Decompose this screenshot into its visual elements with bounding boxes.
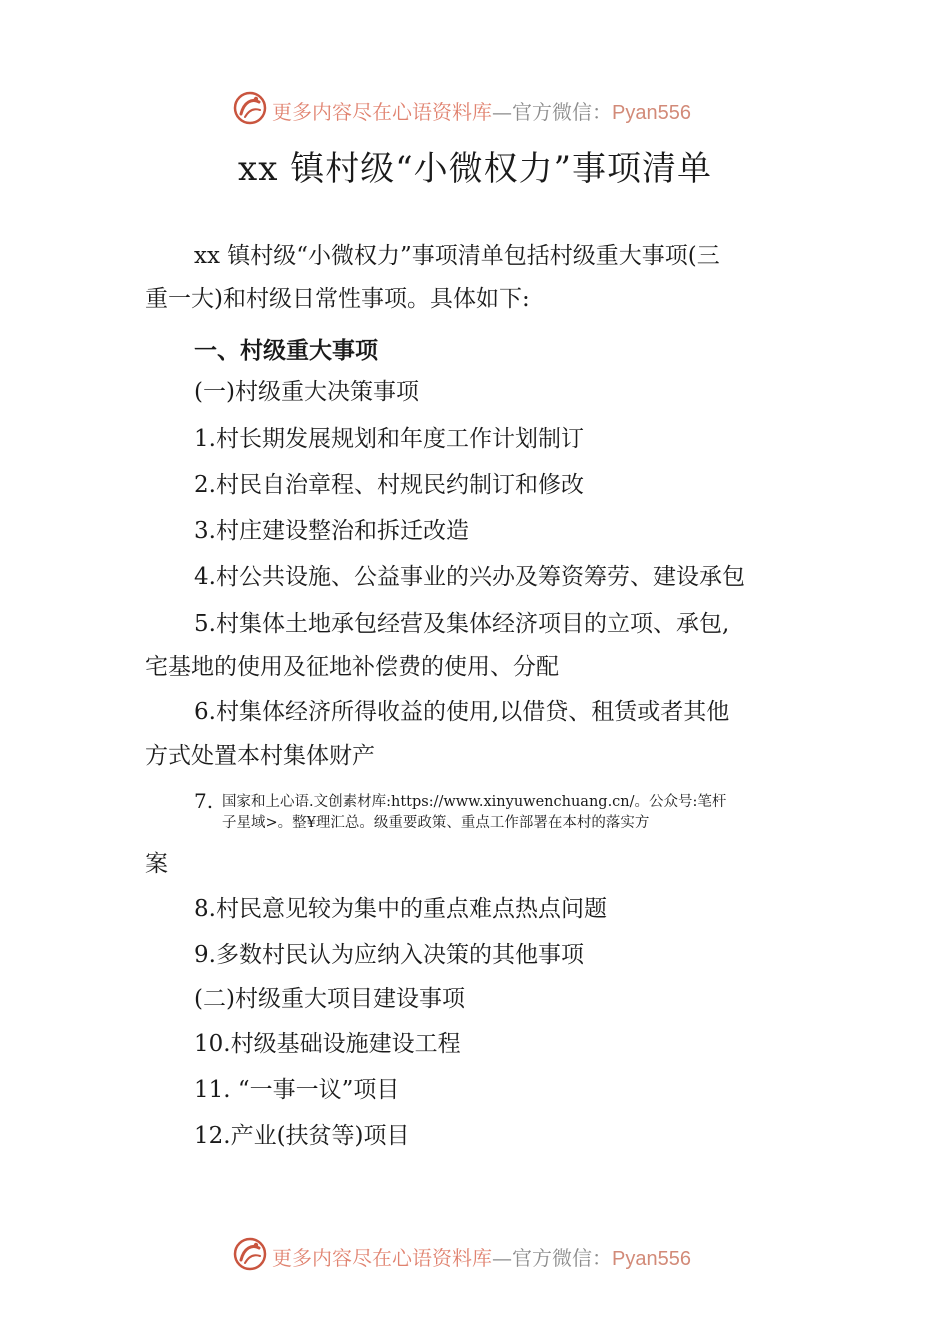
intro-line-1: xx 镇村级“小微权力”事项清单包括村级重大事项(三: [194, 243, 720, 269]
banner-wechat-id: Pyan556: [612, 102, 691, 124]
banner-wechat-label: —官方微信：: [492, 100, 612, 124]
list-item-12: 12.产业(扶贫等)项目: [194, 1123, 410, 1149]
list-item-11: 11. “一事一议”项目: [194, 1077, 400, 1103]
banner-wechat-label: —官方微信：: [492, 1246, 612, 1270]
list-item-6-line-1: 6.村集体经济所得收益的使用,以借贷、租赁或者其他: [194, 699, 730, 725]
list-item-1: 1.村长期发展规划和年度工作计划制订: [194, 426, 584, 452]
list-item-6-line-2: 方式处置本村集体财产: [145, 743, 375, 769]
list-item-8: 8.村民意见较为集中的重点难点热点问题: [194, 896, 607, 922]
page-title: xx 镇村级“小微权力”事项清单: [238, 149, 712, 189]
list-item-3: 3.村庄建设整治和拆迁改造: [194, 518, 469, 544]
list-item-10: 10.村级基础设施建设工程: [194, 1031, 461, 1057]
header-watermark-banner: [0, 88, 950, 128]
list-item-7-number: 7.: [194, 789, 214, 813]
banner-brand: 更多内容尽在心语资料库: [272, 100, 492, 124]
banner-text: [272, 96, 691, 125]
section-heading-major-matters: 一、村级重大事项: [194, 338, 378, 364]
intro-line-2: 重一大)和村级日常性事项。具体如下:: [145, 286, 530, 312]
seal-logo-icon: [232, 1236, 268, 1272]
list-item-5-line-2: 宅基地的使用及征地补偿费的使用、分配: [145, 654, 559, 680]
list-item-7-line-1: 国家和上心语.文创素材库:https://www.xinyuwenchuang.cn/。公众号:笔杆: [222, 794, 727, 810]
subsection-major-projects: (二)村级重大项目建设事项: [194, 986, 465, 1012]
list-item-7-line-2: 子星域>。整¥理汇总。级重要政策、重点工作部署在本村的落实方: [222, 815, 650, 831]
list-item-2: 2.村民自治章程、村规民约制订和修改: [194, 472, 584, 498]
footer-watermark-banner: [0, 1234, 950, 1274]
list-item-5-line-1: 5.村集体土地承包经营及集体经济项目的立项、承包,: [194, 611, 730, 637]
banner-wechat-id: Pyan556: [612, 1248, 691, 1270]
banner-brand: 更多内容尽在心语资料库: [272, 1246, 492, 1270]
banner-text: [272, 1242, 691, 1271]
seal-logo-icon: [232, 90, 268, 126]
list-item-7-line-3: 案: [145, 851, 168, 877]
subsection-major-decisions: (一)村级重大决策事项: [194, 379, 419, 405]
list-item-9: 9.多数村民认为应纳入决策的其他事项: [194, 942, 584, 968]
list-item-4: 4.村公共设施、公益事业的兴办及筹资筹劳、建设承包: [194, 564, 745, 590]
